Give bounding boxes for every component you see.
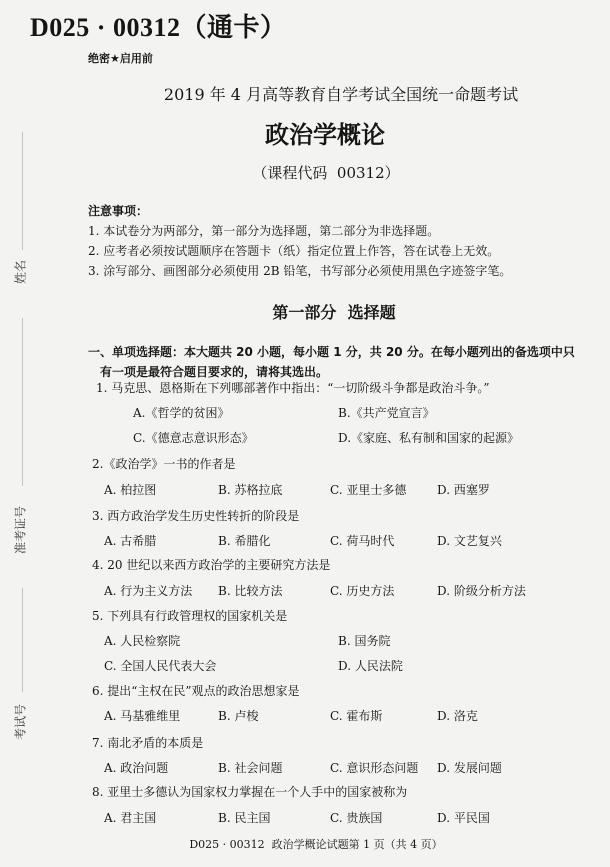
paper-code: D025 · 00312（通卡） <box>30 13 287 42</box>
question-option: A. 古希腊 <box>104 534 157 548</box>
secrecy-label: 绝密★启用前 <box>88 52 153 65</box>
section-instruction: 一、单项选择题：本大题共 20 小题，每小题 1 分，共 20 分。在每小题列出的备选项中只有一项是最符合题目要求的，请将其选出。 <box>88 345 575 379</box>
ticket-number-label: 准考证号 <box>13 505 28 555</box>
question-stem: 5. 下列具有行政管理权的国家机关是 <box>92 609 288 623</box>
question-option: C. 贵族国 <box>330 811 383 825</box>
question-option: A. 马基雅维里 <box>104 709 181 723</box>
question-option: A.《哲学的贫困》 <box>133 406 230 420</box>
question-option: B. 民主国 <box>218 811 271 825</box>
exam-name: 2019 年 4 月高等教育自学考试全国统一命题考试 <box>163 85 519 104</box>
ticket-number-fill-line <box>22 318 23 486</box>
question-option: B. 卢梭 <box>218 709 259 723</box>
name-fill-line <box>22 132 23 250</box>
question-option: D. 阶级分析方法 <box>437 584 526 598</box>
notice-item: 2. 应考者必须按试题顺序在答题卡（纸）指定位置上作答，答在试卷上无效。 <box>88 244 500 258</box>
question-option: C. 全国人民代表大会 <box>104 659 217 673</box>
question-stem: 4. 20 世纪以来西方政治学的主要研究方法是 <box>92 558 331 572</box>
question-option: A. 政治问题 <box>104 761 169 775</box>
question-option: C. 历史方法 <box>330 584 395 598</box>
question-option: B. 国务院 <box>338 634 391 648</box>
notice-item: 1. 本试卷分为两部分，第一部分为选择题，第二部分为非选择题。 <box>88 224 440 238</box>
question-stem: 2.《政治学》一书的作者是 <box>92 457 236 471</box>
question-option: A. 人民检察院 <box>104 634 181 648</box>
question-option: C.《德意志意识形态》 <box>133 431 254 445</box>
question-option: D. 文艺复兴 <box>437 534 502 548</box>
question-option: A. 柏拉图 <box>104 483 157 497</box>
question-option: C. 意识形态问题 <box>330 761 419 775</box>
question-option: B.《共产党宣言》 <box>338 406 435 420</box>
question-option: B. 苏格拉底 <box>218 483 283 497</box>
paper-title: 政治学概论 <box>265 121 385 149</box>
question-stem: 7. 南北矛盾的本质是 <box>92 736 204 750</box>
question-option: D.《家庭、私有制和国家的起源》 <box>338 431 520 445</box>
page-footer: D025 · 00312 政治学概论试题第 1 页（共 4 页） <box>189 838 443 851</box>
question-stem: 1. 马克思、恩格斯在下列哪部著作中指出：“一切阶级斗争都是政治斗争。” <box>96 381 490 395</box>
part-one-title: 第一部分 选择题 <box>272 303 396 322</box>
notice-item: 3. 涂写部分、画图部分必须使用 2B 铅笔，书写部分必须使用黑色字迹签字笔。 <box>88 264 512 278</box>
question-option: B. 希腊化 <box>218 534 271 548</box>
name-label: 姓名 <box>13 259 28 285</box>
question-stem: 6. 提出“主权在民”观点的政治思想家是 <box>92 684 300 698</box>
notice-heading: 注意事项： <box>88 204 149 218</box>
question-option: D. 平民国 <box>437 811 490 825</box>
exam-number-label: 考试号 <box>13 703 28 741</box>
question-option: B. 社会问题 <box>218 761 283 775</box>
question-stem: 8. 亚里士多德认为国家权力掌握在一个人手中的国家被称为 <box>92 785 408 799</box>
question-option: A. 君主国 <box>104 811 157 825</box>
question-option: D. 人民法院 <box>338 659 403 673</box>
question-stem: 3. 西方政治学发生历史性转折的阶段是 <box>92 509 300 523</box>
exam-number-fill-line <box>22 588 23 692</box>
question-option: D. 发展问题 <box>437 761 502 775</box>
question-option: A. 行为主义方法 <box>104 584 193 598</box>
question-option: C. 荷马时代 <box>330 534 395 548</box>
course-code: （课程代码 00312） <box>252 164 400 182</box>
question-option: D. 洛克 <box>437 709 478 723</box>
question-option: D. 西塞罗 <box>437 483 490 497</box>
question-option: C. 霍布斯 <box>330 709 383 723</box>
question-option: C. 亚里士多德 <box>330 483 407 497</box>
question-option: B. 比较方法 <box>218 584 283 598</box>
